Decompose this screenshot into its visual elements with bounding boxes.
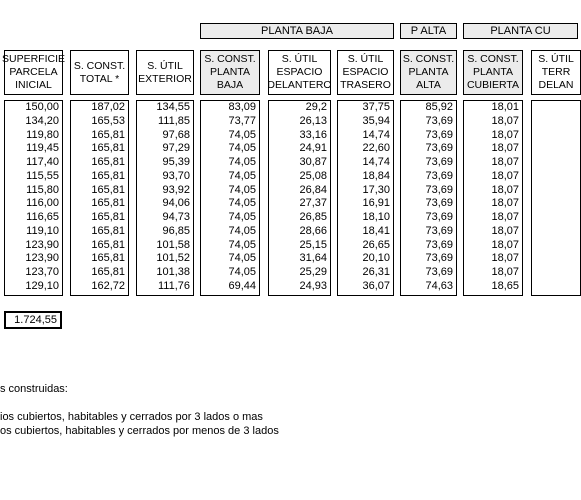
table-cell: 94,73 [162,211,190,223]
header-s-const-planta-alta: S. CONST. PLANTA ALTA [400,50,457,95]
table-cell: 74,05 [228,211,256,223]
table-cell: 25,29 [299,266,327,278]
table-cell: 129,10 [25,279,59,292]
table-cell: 22,60 [362,142,390,155]
table-cell: 123,90 [25,252,59,265]
header-superficie-parcela: SUPERFICIE PARCELA INICIAL [4,50,63,95]
table-cell: 134,55 [156,101,190,113]
table-cell: 20,10 [362,252,390,265]
table-cell: 29,2 [305,101,327,113]
table-cell: 162,72 [91,279,125,292]
table-cell: 93,92 [162,183,190,196]
table-cell: 73,69 [425,169,453,182]
table-cell: 35,94 [362,114,390,127]
table-cell: 36,07 [362,279,390,292]
table-cell: 26,65 [362,238,390,251]
table-cell: 165,81 [91,266,125,278]
column-s-const-planta-alta [400,100,457,296]
table-cell [532,156,580,170]
table-cell: 165,81 [91,211,125,223]
table-cell: 73,69 [425,114,453,127]
table-cell: 111,85 [157,114,190,127]
table-cell: 18,10 [362,211,390,223]
table-cell: 31,64 [299,252,327,265]
table-cell: 119,80 [26,128,59,141]
table-cell: 74,05 [228,142,256,155]
table-cell: 74,05 [228,156,256,168]
table-cell: 33,16 [299,128,327,141]
table-cell: 134,20 [25,114,59,127]
table-cell: 26,31 [362,266,390,278]
header-s-const-total: S. CONST. TOTAL * [70,50,129,95]
table-cell: 165,81 [91,238,125,251]
table-cell: 18,84 [362,169,390,182]
table-cell [532,142,580,156]
table-cell: 101,52 [156,252,190,265]
table-cell: 73,69 [425,238,453,251]
table-cell [532,101,580,115]
table-cell: 73,69 [425,266,453,278]
group-header-planta-baja: PLANTA BAJA [200,23,394,39]
table-cell: 26,13 [299,114,327,127]
table-cell: 165,81 [91,197,125,210]
table-cell: 14,74 [362,128,390,141]
table-cell: 83,09 [228,101,256,113]
table-cell: 116,00 [26,197,59,210]
table-cell: 18,07 [491,128,519,141]
table-cell: 115,55 [26,169,59,182]
header-s-util-exterior: S. ÚTIL EXTERIOR [136,50,194,95]
table-cell: 27,37 [299,197,327,210]
table-cell: 94,06 [162,197,190,210]
table-cell: 165,81 [91,183,125,196]
table-cell [532,197,580,211]
table-cell: 73,77 [228,114,256,127]
column-s-const-total [70,100,129,296]
table-cell [532,266,580,280]
table-cell: 73,69 [425,252,453,265]
table-cell [532,129,580,143]
table-cell: 18,07 [491,211,519,223]
table-cell: 74,05 [228,224,256,237]
header-s-const-planta-baja: S. CONST. PLANTA BAJA [200,50,260,95]
table-cell: 74,05 [228,183,256,196]
table-cell: 165,81 [91,142,125,155]
table-cell: 119,45 [26,142,59,155]
table-cell [532,252,580,266]
table-cell: 150,00 [25,101,59,113]
table-cell: 165,81 [91,128,125,141]
table-cell: 85,92 [425,101,453,113]
table-cell: 24,93 [299,279,327,292]
table-cell: 18,01 [491,101,519,113]
table-cell: 74,05 [228,169,256,182]
table-cell: 95,39 [162,156,190,168]
note-construidas: s construidas: [0,383,68,395]
table-cell: 24,91 [299,142,327,155]
table-cell: 14,74 [362,156,390,168]
table-cell: 18,65 [491,279,519,292]
column-s-util-terraza [531,100,581,296]
table-cell: 26,85 [299,211,327,223]
table-cell: 74,05 [228,238,256,251]
column-superficie-parcela [4,100,63,296]
header-s-util-delantero: S. ÚTIL ESPACIO DELANTERO [268,50,331,95]
group-header-planta-alta: P ALTA [400,23,457,39]
table-cell: 69,44 [228,279,256,292]
table-cell [532,184,580,198]
table-cell: 74,05 [228,197,256,210]
table-cell: 119,10 [26,224,59,237]
table-cell: 187,02 [91,101,125,113]
table-cell: 18,41 [362,224,390,237]
table-cell: 117,40 [26,156,59,168]
table-cell: 18,07 [491,169,519,182]
table-cell: 165,81 [91,252,125,265]
table-cell: 30,87 [299,156,327,168]
table-cell: 123,90 [25,238,59,251]
table-cell: 18,07 [491,238,519,251]
table-cell: 73,69 [425,142,453,155]
column-s-util-exterior [136,100,194,296]
group-header-planta-cubierta: PLANTA CU [463,23,578,39]
table-cell: 165,53 [91,114,125,127]
table-cell: 28,66 [299,224,327,237]
table-cell: 165,81 [91,169,125,182]
table-cell: 25,15 [299,238,327,251]
table-cell: 74,05 [228,266,256,278]
table-cell: 116,65 [26,211,59,223]
table-cell: 18,07 [491,183,519,196]
table-cell: 123,70 [25,266,59,278]
header-s-util-terraza: S. ÚTIL TERR DELAN [531,50,581,95]
table-cell: 18,07 [491,252,519,265]
table-cell: 73,69 [425,211,453,223]
table-cell: 18,07 [491,197,519,210]
table-cell: 16,91 [362,197,390,210]
table-cell: 18,07 [491,142,519,155]
table-cell: 18,07 [491,224,519,237]
column-s-const-planta-cubierta [463,100,523,296]
total-superficie: 1.724,55 [4,311,62,329]
table-cell [532,280,580,294]
column-s-const-planta-baja [200,100,260,296]
column-s-util-trasero [337,100,394,296]
column-s-util-delantero [268,100,331,296]
table-cell: 165,81 [91,156,125,168]
note-cerrados-menos-3-lados: os cubiertos, habitables y cerrados por menos de 3 lados [0,425,279,437]
table-cell [532,239,580,253]
table-cell: 18,07 [491,266,519,278]
table-cell: 115,80 [26,183,59,196]
table-cell: 73,69 [425,128,453,141]
table-cell: 37,75 [362,101,390,113]
table-cell: 165,81 [91,224,125,237]
table-cell [532,225,580,239]
table-cell: 73,69 [425,156,453,168]
note-cerrados-3-lados: ios cubiertos, habitables y cerrados por 3 lados o mas [0,411,263,423]
table-cell: 26,84 [299,183,327,196]
header-s-const-planta-cubierta: S. CONST. PLANTA CUBIERTA [463,50,523,95]
table-cell: 93,70 [162,169,190,182]
table-cell [532,115,580,129]
table-cell [532,170,580,184]
table-cell: 74,63 [425,279,453,292]
table-cell: 73,69 [425,183,453,196]
table-cell: 73,69 [425,224,453,237]
table-cell: 73,69 [425,197,453,210]
table-cell: 96,85 [162,224,190,237]
table-cell [532,211,580,225]
table-cell: 25,08 [299,169,327,182]
table-cell: 97,68 [162,128,190,141]
table-cell: 18,07 [491,114,519,127]
header-s-util-trasero: S. ÚTIL ESPACIO TRASERO [337,50,394,95]
table-cell: 97,29 [162,142,190,155]
table-cell: 74,05 [228,128,256,141]
table-cell: 111,76 [157,279,190,292]
table-cell: 101,38 [156,266,190,278]
table-cell: 101,58 [156,238,190,251]
table-cell: 18,07 [491,156,519,168]
table-cell: 17,30 [362,183,390,196]
table-cell: 74,05 [228,252,256,265]
